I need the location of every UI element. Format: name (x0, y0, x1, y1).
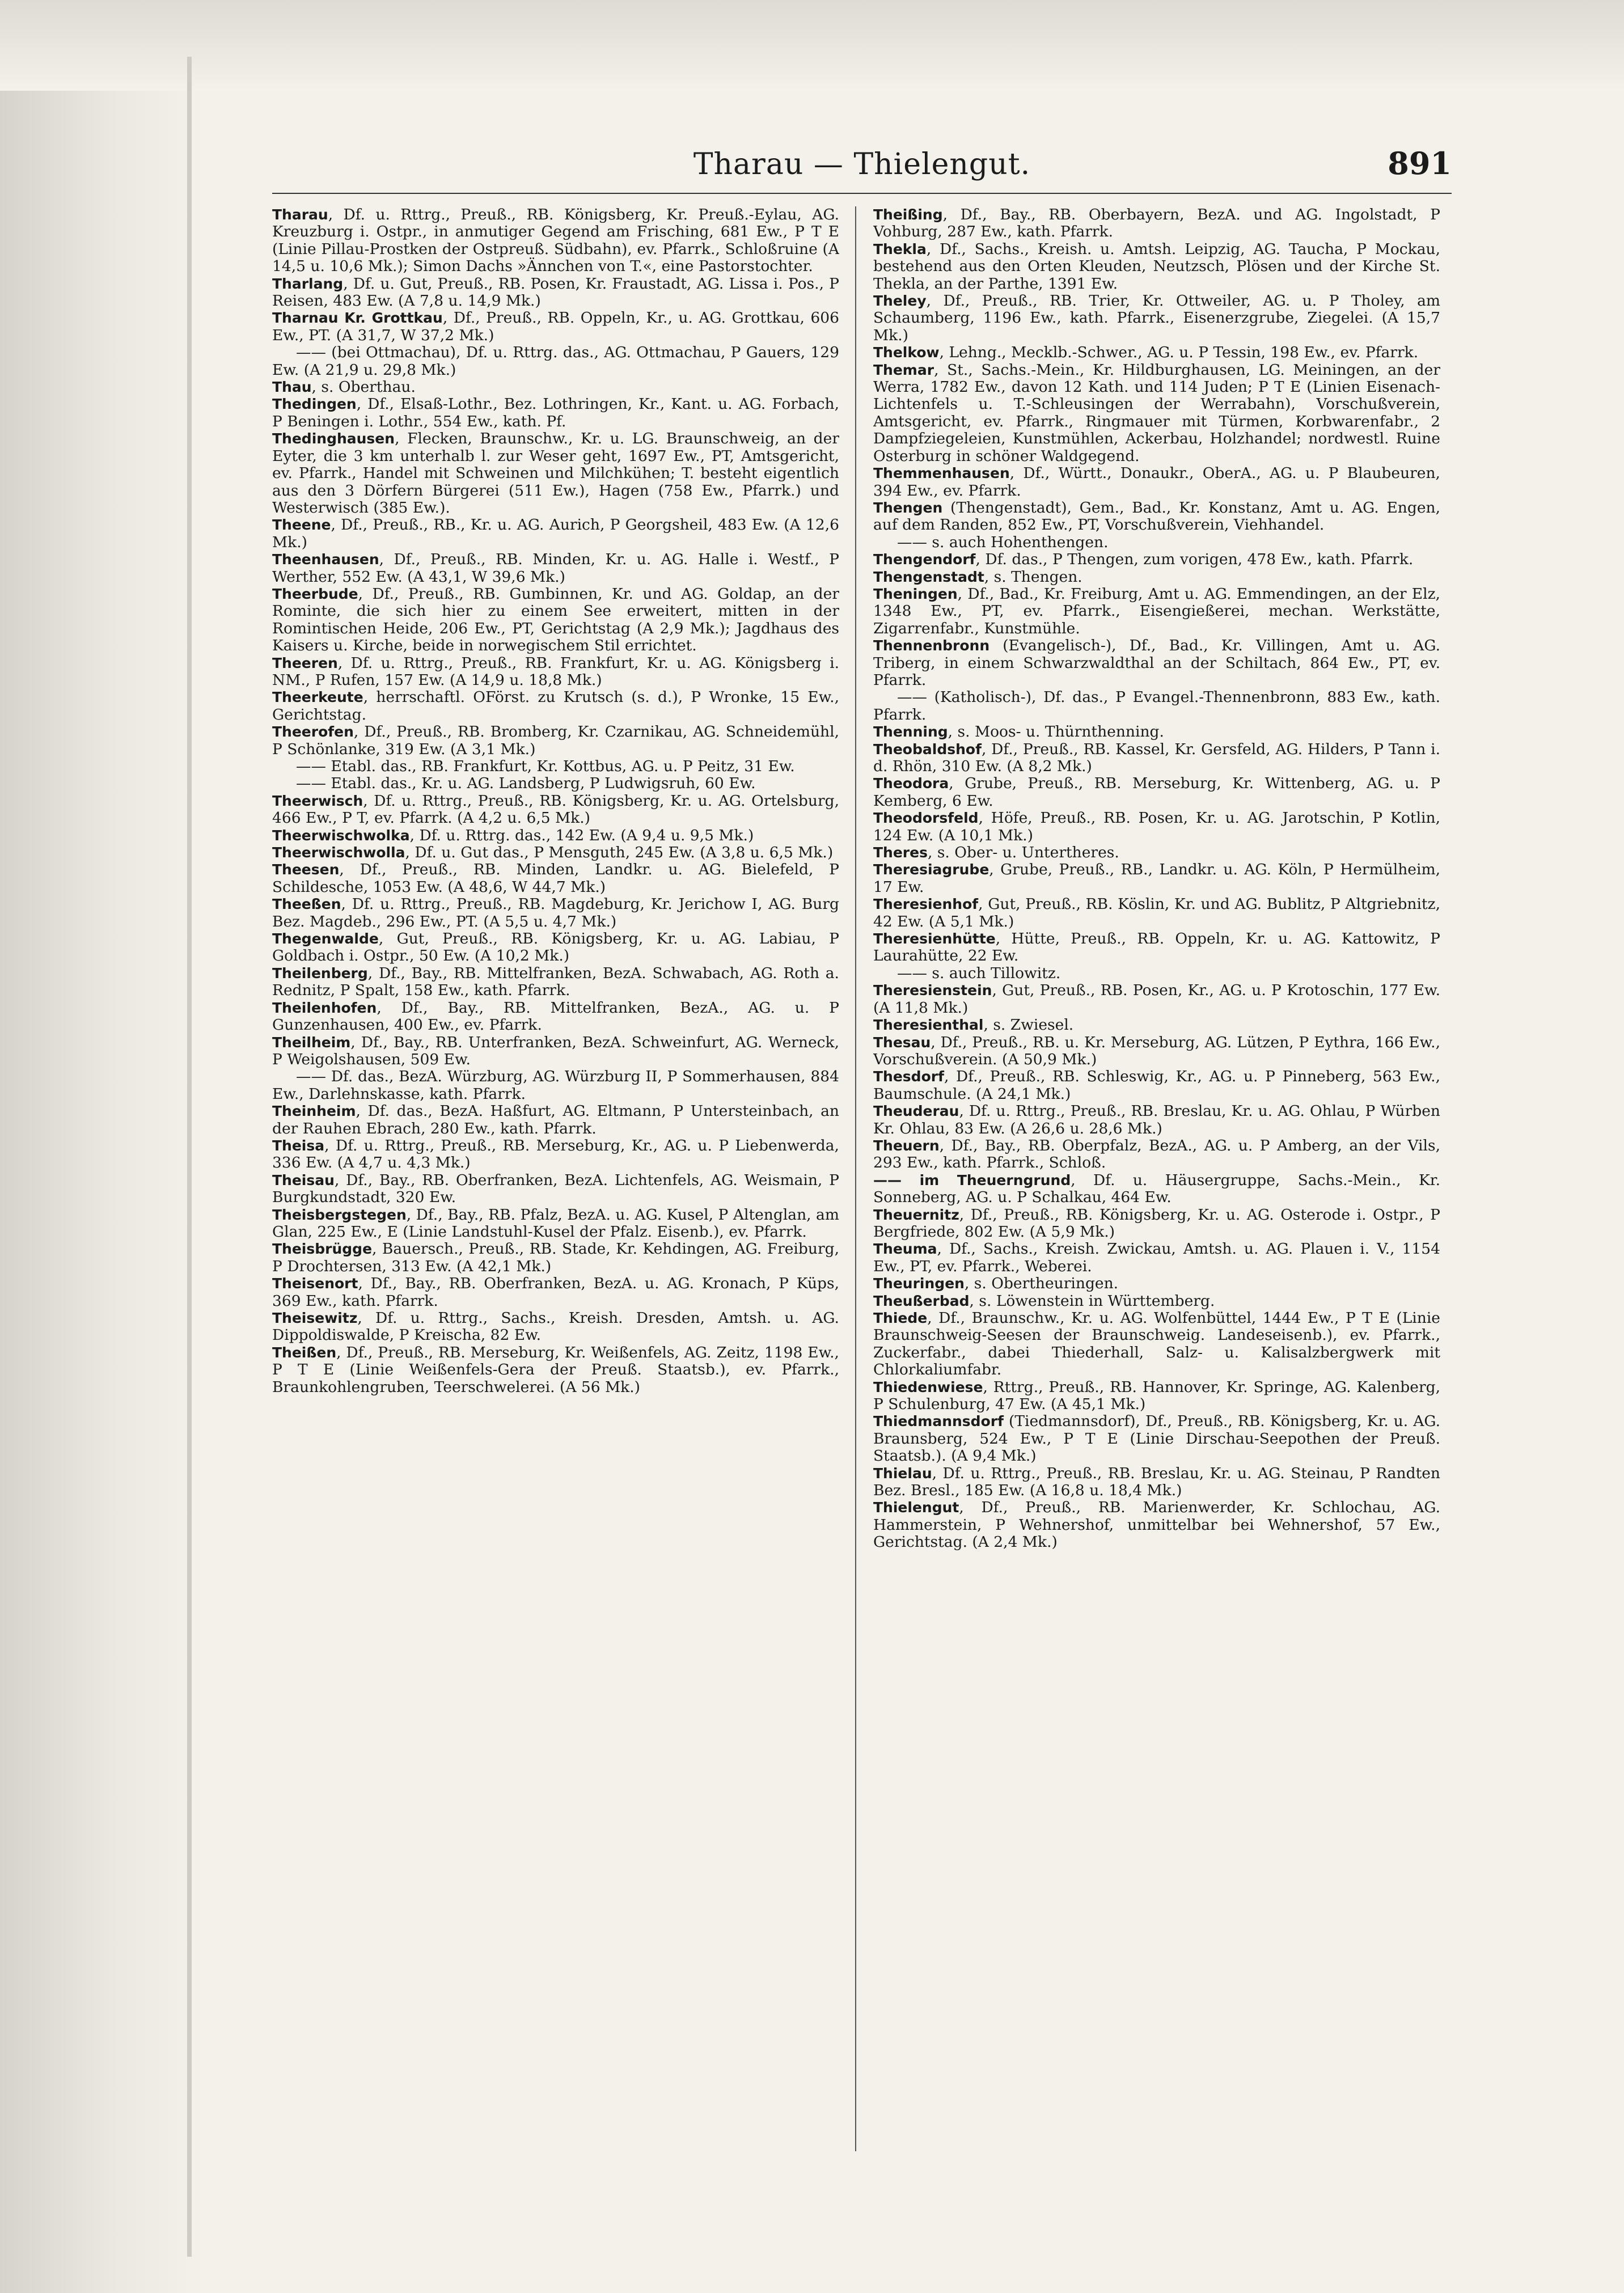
entry-text: , Flecken, Braunschw., Kr. u. LG. Braunschweig, an der Eyter, die 3 km unterhalb l. zur Weser geht, 1697 Ew., PT, Amtsgericht, ev. Pfarrk., Handel mit Schweinen und Milchkühen; T. besteht eigentlich aus den 3 Dörfern Bürgerei (511 Ew.), Hagen (758 Ew., Pfarrk.) und Westerwisch (385 Ew.). (272, 430, 839, 517)
entry-text: , Df., Preuß., RB. Minden, Landkr. u. AG. Bielefeld, P Schildesche, 1053 Ew. (A 48,6, W 44,7 Mk.) (272, 861, 839, 896)
entry-headword: Thesdorf (873, 1068, 944, 1085)
entry-headword: Thennenbronn (873, 637, 990, 654)
gazetteer-entry (272, 1275, 839, 1310)
gazetteer-entry (272, 276, 839, 310)
gazetteer-entry (873, 1499, 1440, 1551)
entry-text: , Df., Preuß., RB. Trier, Kr. Ottweiler, AG. u. P Tholey, am Schaumberg, 1196 Ew., kath. Pfarrk., Eisenerzgrube, Ziegelei. (A 15,7 Mk.) (873, 292, 1440, 344)
entry-text: , Df. u. Rttrg., Preuß., RB. Breslau, Kr. u. AG. Steinau, P Randten Bez. Bresl., 185 Ew. (A 16,8 u. 18,4 Mk.) (873, 1464, 1440, 1500)
entry-text: , Df., Preuß., RB. Königsberg, Kr. u. AG. Osterode i. Ostpr., P Bergfriede, 802 Ew. (A 5,9 Mk.) (873, 1205, 1440, 1241)
gazetteer-entry (272, 775, 839, 792)
entry-text: , Df. das., BezA. Haßfurt, AG. Eltmann, P Untersteinbach, an der Rauhen Ebrach, 280 Ew., kath. Pfarrk. (272, 1102, 839, 1137)
entry-text: , Df., Bay., RB. Pfalz, BezA. u. AG. Kusel, P Altenglan, am Glan, 225 Ew., E (Linie Landstuhl-Kusel der Pfalz. Eisenb.), ev. Pfarrk. (272, 1205, 839, 1241)
gazetteer-entry (873, 1068, 1440, 1103)
entry-headword: Thengen (873, 499, 943, 516)
entry-headword: Theodora (873, 775, 949, 792)
entry-headword: Thielau (873, 1465, 932, 1482)
column-divider (855, 206, 856, 2151)
gazetteer-entry (272, 517, 839, 551)
entry-text: , Df., Preuß., RB. Kassel, Kr. Gersfeld, AG. Hilders, P Tann i. d. Rhön, 310 Ew. (A 8,2 Mk.) (873, 740, 1440, 775)
gazetteer-entry (272, 1344, 839, 1396)
entry-headword: Thekla (873, 240, 927, 257)
entry-headword: Theerwischwolka (272, 827, 410, 844)
entry-headword: Theuma (873, 1241, 937, 1258)
gazetteer-entry (873, 775, 1440, 810)
running-head: Tharau — Thielengut. (693, 147, 1031, 181)
gazetteer-entry (873, 500, 1440, 534)
entry-headword: Theresiagrube (873, 861, 989, 878)
entry-headword: Thengendorf (873, 551, 976, 568)
entry-text: , Df., Braunschw., Kr. u. AG. Wolfenbüttel, 1444 Ew., P T E (Linie Braunschweig-Seesen der Braunschweig. Landeseisenb.), ev. Pfarrk., Zuckerfabr., dabei Thiederhall, Salz- u. Kalisalzbergwerk mit Chlorkaliumfabr. (873, 1309, 1440, 1379)
right-column (873, 206, 1440, 2151)
gazetteer-entry (873, 724, 1440, 741)
gazetteer-entry (272, 310, 839, 344)
gazetteer-entry (272, 724, 839, 758)
entry-headword: Theilenberg (272, 964, 368, 981)
gazetteer-entry (873, 465, 1440, 500)
gazetteer-entry (272, 1137, 839, 1172)
entry-text: , s. Thengen. (984, 568, 1082, 586)
page-number: 891 (1388, 145, 1452, 181)
entry-headword: Themar (873, 361, 934, 378)
gazetteer-entry (873, 689, 1440, 724)
gazetteer-entry (272, 930, 839, 965)
entry-text: , St., Sachs.-Mein., Kr. Hildburghausen, LG. Meiningen, an der Werra, 1782 Ew., davon 12 Kath. und 114 Juden; P T E (Linien Eisenach-Lichtenfels u. T.-Schleusingen der Werrabahn), Vorschußverein, Amtsgericht, ev. Pfarrk., Ringmauer mit Türmen, Korbwarenfabr., 2 Dampfziegeleien, Kunstmühlen, Ackerbau, Holzhandel; nordwestl. Ruine Osterburg in schöner Waldgegend. (873, 361, 1440, 465)
entry-text: , Df., Preuß., RB. Gumbinnen, Kr. und AG. Goldap, an der Rominte, die sich hier zu einem See erweitert, mitten in der Romintischen Heide, 206 Ew., PT, Gerichtstag (A 2,9 Mk.); Jagdhaus des Kaisers u. Kirche, beide in norwegischem Stil errichtet. (272, 585, 839, 655)
gazetteer-entry (873, 1137, 1440, 1172)
entry-headword: Theuernitz (873, 1206, 959, 1223)
entry-text: , Df., Sachs., Kreish. u. Amtsh. Leipzig, AG. Taucha, P Mockau, bestehend aus den Orten Kleuden, Neutzsch, Plösen und der Kirche St. Thekla, an der Parthe, 1391 Ew. (873, 240, 1440, 293)
gazetteer-entry (873, 741, 1440, 776)
gazetteer-entry (272, 1241, 839, 1275)
entry-text: , Grube, Preuß., RB., Landkr. u. AG. Köln, P Hermülheim, 17 Ew. (873, 861, 1440, 896)
entry-text: , Df. u. Rttrg., Preuß., RB. Königsberg, Kr. Preuß.-Eylau, AG. Kreuzburg i. Ostpr., in anmutiger Gegend am Frisching, 681 Ew., P T E (Linie Pillau-Prostken der Ostpreuß. Südbahn), ev. Pfarrk., Schloßruine (A 14,5 u. 10,6 Mk.); Simon Dachs »Ännchen von T.«, eine Pastorstochter. (272, 206, 839, 276)
entry-text: —— Etabl. das., Kr. u. AG. Landsberg, P Ludwigsruh, 60 Ew. (296, 775, 756, 793)
gazetteer-page (272, 142, 1452, 2151)
gazetteer-entry (272, 1034, 839, 1069)
gazetteer-entry (873, 586, 1440, 637)
gazetteer-entry (272, 758, 839, 775)
entry-text: , s. Löwenstein in Württemberg. (969, 1292, 1215, 1310)
entry-headword: Theley (873, 293, 927, 310)
entry-headword: Tharau (272, 206, 328, 223)
entry-headword: Theußerbad (873, 1292, 970, 1309)
gazetteer-entry (272, 1310, 839, 1344)
entry-headword: Theinheim (272, 1103, 356, 1120)
gazetteer-entry (272, 827, 839, 844)
entry-headword: Theisenort (272, 1275, 358, 1292)
entry-headword: Tharlang (272, 275, 344, 292)
gazetteer-entry (272, 844, 839, 861)
entry-text: , Df., Sachs., Kreish. Zwickau, Amtsh. u. AG. Plauen i. V., 1154 Ew., PT, ev. Pfarrk., Weberei. (873, 1240, 1440, 1275)
entry-headword: Thelkow (873, 344, 940, 361)
gazetteer-entry (873, 1103, 1440, 1137)
gazetteer-entry (873, 569, 1440, 586)
entry-text: , s. Moos- u. Thürnthenning. (948, 723, 1164, 741)
entry-headword: Thedingen (272, 396, 357, 413)
gazetteer-entry (873, 1017, 1440, 1034)
entry-headword: Theresienhof (873, 896, 979, 913)
entry-text: , s. Zwiesel. (983, 1016, 1074, 1034)
entry-text: , herrschaftl. OFörst. zu Krutsch (s. d.), P Wronke, 15 Ew., Gerichtstag. (272, 688, 839, 724)
gazetteer-entry (873, 861, 1440, 896)
entry-headword: Theißing (873, 206, 943, 223)
entry-text: , Lehng., Mecklb.-Schwer., AG. u. P Tessin, 198 Ew., ev. Pfarrk. (939, 344, 1419, 362)
entry-headword: Thedinghausen (272, 430, 395, 447)
gazetteer-entry (272, 793, 839, 827)
entry-headword: Thielengut (873, 1499, 959, 1516)
gazetteer-entry (873, 844, 1440, 861)
entry-text: , s. Obertheuringen. (964, 1275, 1119, 1293)
gazetteer-entry (272, 1207, 839, 1241)
entry-text: , Gut, Preuß., RB. Königsberg, Kr. u. AG. Labiau, P Goldbach i. Ostpr., 50 Ew. (A 10,2 Mk.) (272, 930, 839, 965)
entry-text: , Df., Bay., RB. Oberbayern, BezA. und AG. Ingolstadt, P Vohburg, 287 Ew., kath. Pfarrk. (873, 206, 1440, 241)
entry-headword: Themmenhausen (873, 465, 1010, 482)
entry-headword: Theilenhofen (272, 999, 377, 1016)
entry-headword: Theeßen (272, 896, 341, 913)
entry-headword: Thiede (873, 1310, 928, 1326)
entry-text: (Evangelisch-), Df., Bad., Kr. Villingen, Amt u. AG. Triberg, in einem Schwarzwaldthal an der Schiltach, 864 Ew., PT, ev. Pfarrk. (873, 637, 1440, 689)
entry-text: , Df. u. Rttrg., Preuß., RB. Merseburg, Kr., AG. u. P Liebenwerda, 336 Ew. (A 4,7 u. 4,3 Mk.) (272, 1136, 839, 1172)
gazetteer-entry (272, 1103, 839, 1137)
entry-text: , Df., Preuß., RB. Merseburg, Kr. Weißenfels, AG. Zeitz, 1198 Ew., P T E (Linie Weißenfels-Gera der Preuß. Staatsb.), ev. Pfarrk., Braunkohlengruben, Teerschwelerei. (A 56 Mk.) (272, 1343, 839, 1396)
entry-headword: Theres (873, 844, 928, 861)
entry-headword: Theisbrügge (272, 1241, 373, 1258)
page-header (272, 142, 1452, 194)
gazetteer-entry (873, 1275, 1440, 1292)
entry-text: , Df. u. Gut das., P Mensguth, 245 Ew. (A 3,8 u. 6,5 Mk.) (405, 844, 834, 862)
gazetteer-entry (272, 896, 839, 930)
gazetteer-entry (873, 982, 1440, 1017)
gazetteer-entry (272, 965, 839, 1000)
gazetteer-entry (873, 1207, 1440, 1241)
entry-headword: Theesen (272, 861, 340, 878)
entry-headword: Thengenstadt (873, 568, 984, 585)
entry-headword: Theuern (873, 1137, 940, 1154)
entry-text: , Df. u. Rttrg., Preuß., RB. Magdeburg, Kr. Jerichow I, AG. Burg Bez. Magdeb., 296 Ew., PT. (A 5,5 u. 4,7 Mk.) (272, 895, 839, 930)
gazetteer-entry (873, 1293, 1440, 1310)
entry-headword: Theobaldshof (873, 741, 982, 758)
entry-text: , s. Oberthau. (311, 378, 416, 396)
gazetteer-entry (272, 861, 839, 896)
entry-text: , Df., Preuß., RB. Minden, Kr. u. AG. Halle i. Westf., P Werther, 552 Ew. (A 43,1, W 39,6 Mk.) (272, 551, 839, 586)
gazetteer-entry (272, 655, 839, 689)
gazetteer-entry (873, 206, 1440, 241)
entry-text: —— Df. das., BezA. Würzburg, AG. Würzburg II, P Sommerhausen, 884 Ew., Darlehnskasse, kath. Pfarrk. (272, 1068, 839, 1103)
entry-headword: Theenhausen (272, 551, 379, 568)
entry-text: , Df., Bay., RB. Oberpfalz, BezA., AG. u. P Amberg, an der Vils, 293 Ew., kath. Pfarrk., Schloß. (873, 1136, 1440, 1172)
entry-headword: Thenning (873, 724, 948, 741)
gazetteer-entry (272, 1000, 839, 1034)
entry-text: , Df. u. Rttrg., Preuß., RB. Frankfurt, Kr. u. AG. Königsberg i. NM., P Rufen, 157 Ew. (A 14,9 u. 18,8 Mk.) (272, 654, 839, 689)
entry-text: —— s. auch Hohenthengen. (897, 533, 1109, 551)
entry-text: (Tiedmannsdorf), Df., Preuß., RB. Königsberg, Kr. u. AG. Braunsberg, 524 Ew., P T E (Linie Dirschau-Seepothen der Preuß. Staatsb.). (A 9,4 Mk.) (873, 1412, 1440, 1465)
entry-text: , s. Ober- u. Untertheres. (927, 844, 1119, 862)
gazetteer-entry (873, 293, 1440, 344)
entry-text: , Df., Bay., RB. Mittelfranken, BezA. Schwabach, AG. Roth a. Rednitz, P Spalt, 158 Ew., kath. Pfarrk. (272, 964, 839, 1000)
entry-headword: Theisau (272, 1171, 335, 1188)
gazetteer-entry (272, 586, 839, 655)
entry-text: , Df., Preuß., RB. u. Kr. Merseburg, AG. Lützen, P Eythra, 166 Ew., Vorschußverein. (A 50,9 Mk.) (873, 1033, 1440, 1068)
entry-headword: Theerbude (272, 585, 358, 602)
entry-text: , Df., Preuß., RB. Schleswig, Kr., AG. u. P Pinneberg, 563 Ew., Baumschule. (A 24,1 Mk.) (873, 1068, 1440, 1103)
book-spine-line (187, 57, 192, 2257)
entry-text: , Df., Preuß., RB. Marienwerder, Kr. Schlochau, AG. Hammerstein, P Wehnershof, unmittelbar bei Wehnershof, 57 Ew., Gerichtstag. (A 2,4 Mk.) (873, 1499, 1440, 1551)
entry-text: , Df., Elsaß-Lothr., Bez. Lothringen, Kr., Kant. u. AG. Forbach, P Beningen i. Lothr., 554 Ew., kath. Pf. (272, 395, 839, 430)
entry-headword: Theene (272, 517, 331, 534)
entry-headword: Thiedmannsdorf (873, 1413, 1004, 1430)
gazetteer-entry (873, 810, 1440, 844)
entry-text: , Grube, Preuß., RB. Merseburg, Kr. Wittenberg, AG. u. P Kemberg, 6 Ew. (873, 775, 1440, 810)
gazetteer-entry (873, 896, 1440, 930)
entry-headword: Theerofen (272, 724, 354, 741)
gazetteer-entry (272, 379, 839, 396)
entry-text: , Df., Preuß., RB. Bromberg, Kr. Czarnikau, AG. Schneidemühl, P Schönlanke, 319 Ew. (A 3,1 Mk.) (272, 723, 839, 758)
gazetteer-entry (873, 1465, 1440, 1500)
entry-text: —— s. auch Tillowitz. (897, 964, 1061, 982)
entry-headword: Thau (272, 379, 312, 396)
entry-text: , Bauersch., Preuß., RB. Stade, Kr. Kehdingen, AG. Freiburg, P Drochtersen, 313 Ew. (A 42,1 Mk.) (272, 1240, 839, 1275)
entry-headword: Theerwischwolla (272, 844, 405, 861)
gazetteer-entry (873, 1413, 1440, 1465)
entry-text: , Rttrg., Preuß., RB. Hannover, Kr. Springe, AG. Kalenberg, P Schulenburg, 47 Ew. (A 45,1 Mk.) (873, 1378, 1440, 1414)
entry-text: , Df., Bay., RB. Mittelfranken, BezA., AG. u. P Gunzenhausen, 400 Ew., ev. Pfarrk. (272, 999, 839, 1034)
entry-headword: Theresienhütte (873, 930, 996, 947)
gazetteer-entry (873, 1241, 1440, 1275)
entry-text: , Df. das., P Thengen, zum vorigen, 478 Ew., kath. Pfarrk. (975, 551, 1414, 569)
entry-columns (272, 206, 1452, 2151)
gazetteer-entry (873, 637, 1440, 689)
gazetteer-entry (272, 430, 839, 517)
entry-text: , Hütte, Preuß., RB. Oppeln, Kr. u. AG. Kattowitz, P Laurahütte, 22 Ew. (873, 930, 1440, 965)
gazetteer-entry (272, 551, 839, 586)
entry-headword: Theuringen (873, 1275, 965, 1292)
entry-text: , Df. u. Gut, Preuß., RB. Posen, Kr. Fraustadt, AG. Lissa i. Pos., P Reisen, 483 Ew. (A 7,8 u. 14,9 Mk.) (272, 274, 839, 310)
entry-headword: Theißen (272, 1344, 337, 1361)
scan-shadow (0, 0, 204, 2293)
entry-text: (Thengenstadt), Gem., Bad., Kr. Konstanz, Amt u. AG. Engen, auf dem Randen, 852 Ew., PT, Vorschußverein, Viehhandel. (873, 498, 1440, 534)
gazetteer-entry (873, 1034, 1440, 1069)
entry-headword: Theodorsfeld (873, 810, 979, 827)
gazetteer-entry (873, 1310, 1440, 1379)
entry-headword: Theresienthal (873, 1017, 984, 1034)
entry-text: , Gut, Preuß., RB. Köslin, Kr. und AG. Bublitz, P Altgriebnitz, 42 Ew. (A 5,1 Mk.) (873, 895, 1440, 930)
gazetteer-entry (272, 206, 839, 276)
entry-headword: —— im Theuerngrund (873, 1171, 1071, 1188)
entry-text: , Df., Preuß., RB. Oppeln, Kr., u. AG. Grottkau, 606 Ew., PT. (A 31,7, W 37,2 Mk.) (272, 309, 839, 344)
entry-text: , Df., Bay., RB. Oberfranken, BezA. Lichtenfels, AG. Weismain, P Burgkundstadt, 320 Ew. (272, 1171, 839, 1207)
entry-headword: Thegenwalde (272, 930, 379, 947)
gazetteer-entry (873, 362, 1440, 465)
entry-text: , Df. u. Häusergruppe, Sachs.-Mein., Kr. Sonneberg, AG. u. P Schalkau, 464 Ew. (873, 1171, 1440, 1207)
gazetteer-entry (272, 1068, 839, 1103)
gazetteer-entry (873, 965, 1440, 982)
entry-headword: Theuderau (873, 1103, 959, 1120)
gazetteer-entry (873, 1379, 1440, 1414)
entry-headword: Theeren (272, 654, 338, 671)
entry-text: , Df., Bay., RB. Unterfranken, BezA. Schweinfurt, AG. Werneck, P Weigolshausen, 509 Ew. (272, 1033, 839, 1068)
entry-headword: Theilheim (272, 1034, 351, 1051)
entry-headword: Theresienstein (873, 982, 992, 999)
gazetteer-entry (272, 689, 839, 724)
gazetteer-entry (873, 930, 1440, 965)
entry-headword: Tharnau Kr. Grottkau (272, 310, 443, 327)
gazetteer-entry (873, 1172, 1440, 1207)
entry-text: , Höfe, Preuß., RB. Posen, Kr. u. AG. Jarotschin, P Kotlin, 124 Ew. (A 10,1 Mk.) (873, 809, 1440, 844)
gazetteer-entry (272, 396, 839, 430)
left-column (272, 206, 839, 2151)
entry-text: —— (Katholisch-), Df. das., P Evangel.-Thennenbronn, 883 Ew., kath. Pfarrk. (873, 688, 1440, 724)
entry-text: , Df. u. Rttrg., Sachs., Kreish. Dresden, Amtsh. u. AG. Dippoldiswalde, P Kreischa, 82 Ew. (272, 1309, 839, 1344)
entry-text: , Df. u. Rttrg., Preuß., RB. Breslau, Kr. u. AG. Ohlau, P Würben Kr. Ohlau, 83 Ew. (A 26,6 u. 28,6 Mk.) (873, 1102, 1440, 1137)
entry-headword: Theningen (873, 585, 958, 602)
entry-text: , Gut, Preuß., RB. Posen, Kr., AG. u. P Krotoschin, 177 Ew. (A 11,8 Mk.) (873, 981, 1440, 1017)
entry-text: , Df. u. Rttrg. das., 142 Ew. (A 9,4 u. 9,5 Mk.) (409, 826, 754, 844)
entry-headword: Thesau (873, 1034, 931, 1051)
gazetteer-entry (873, 534, 1440, 551)
gazetteer-entry (873, 241, 1440, 293)
gazetteer-entry (272, 344, 839, 379)
scan-top-shadow (0, 0, 1624, 91)
entry-headword: Theerkeute (272, 689, 363, 706)
entry-text: , Df., Preuß., RB., Kr. u. AG. Aurich, P Georgsheil, 483 Ew. (A 12,6 Mk.) (272, 516, 839, 551)
entry-headword: Theerwisch (272, 792, 363, 809)
entry-headword: Theisewitz (272, 1310, 358, 1326)
entry-text: , Df. u. Rttrg., Preuß., RB. Königsberg, Kr. u. AG. Ortelsburg, 466 Ew., P T, ev. Pfarrk. (A 4,2 u. 6,5 Mk.) (272, 792, 839, 827)
entry-text: —— Etabl. das., RB. Frankfurt, Kr. Kottbus, AG. u. P Peitz, 31 Ew. (296, 758, 795, 775)
entry-text: , Df., Württ., Donaukr., OberA., AG. u. P Blaubeuren, 394 Ew., ev. Pfarrk. (873, 464, 1440, 500)
gazetteer-entry (272, 1172, 839, 1207)
gazetteer-entry (873, 344, 1440, 361)
entry-text: —— (bei Ottmachau), Df. u. Rttrg. das., AG. Ottmachau, P Gauers, 129 Ew. (A 21,9 u. 29,8 Mk.) (272, 344, 839, 379)
entry-headword: Theisa (272, 1137, 325, 1154)
entry-headword: Theisbergstegen (272, 1206, 407, 1223)
entry-text: , Df., Bad., Kr. Freiburg, Amt u. AG. Emmendingen, an der Elz, 1348 Ew., PT, ev. Pfarrk., Eisengießerei, mechan. Werkstätte, Zigarrenfabr., Kunstmühle. (873, 585, 1440, 637)
entry-text: , Df., Bay., RB. Oberfranken, BezA. u. AG. Kronach, P Küps, 369 Ew., kath. Pfarrk. (272, 1275, 839, 1310)
entry-headword: Thiedenwiese (873, 1378, 983, 1395)
gazetteer-entry (873, 551, 1440, 568)
